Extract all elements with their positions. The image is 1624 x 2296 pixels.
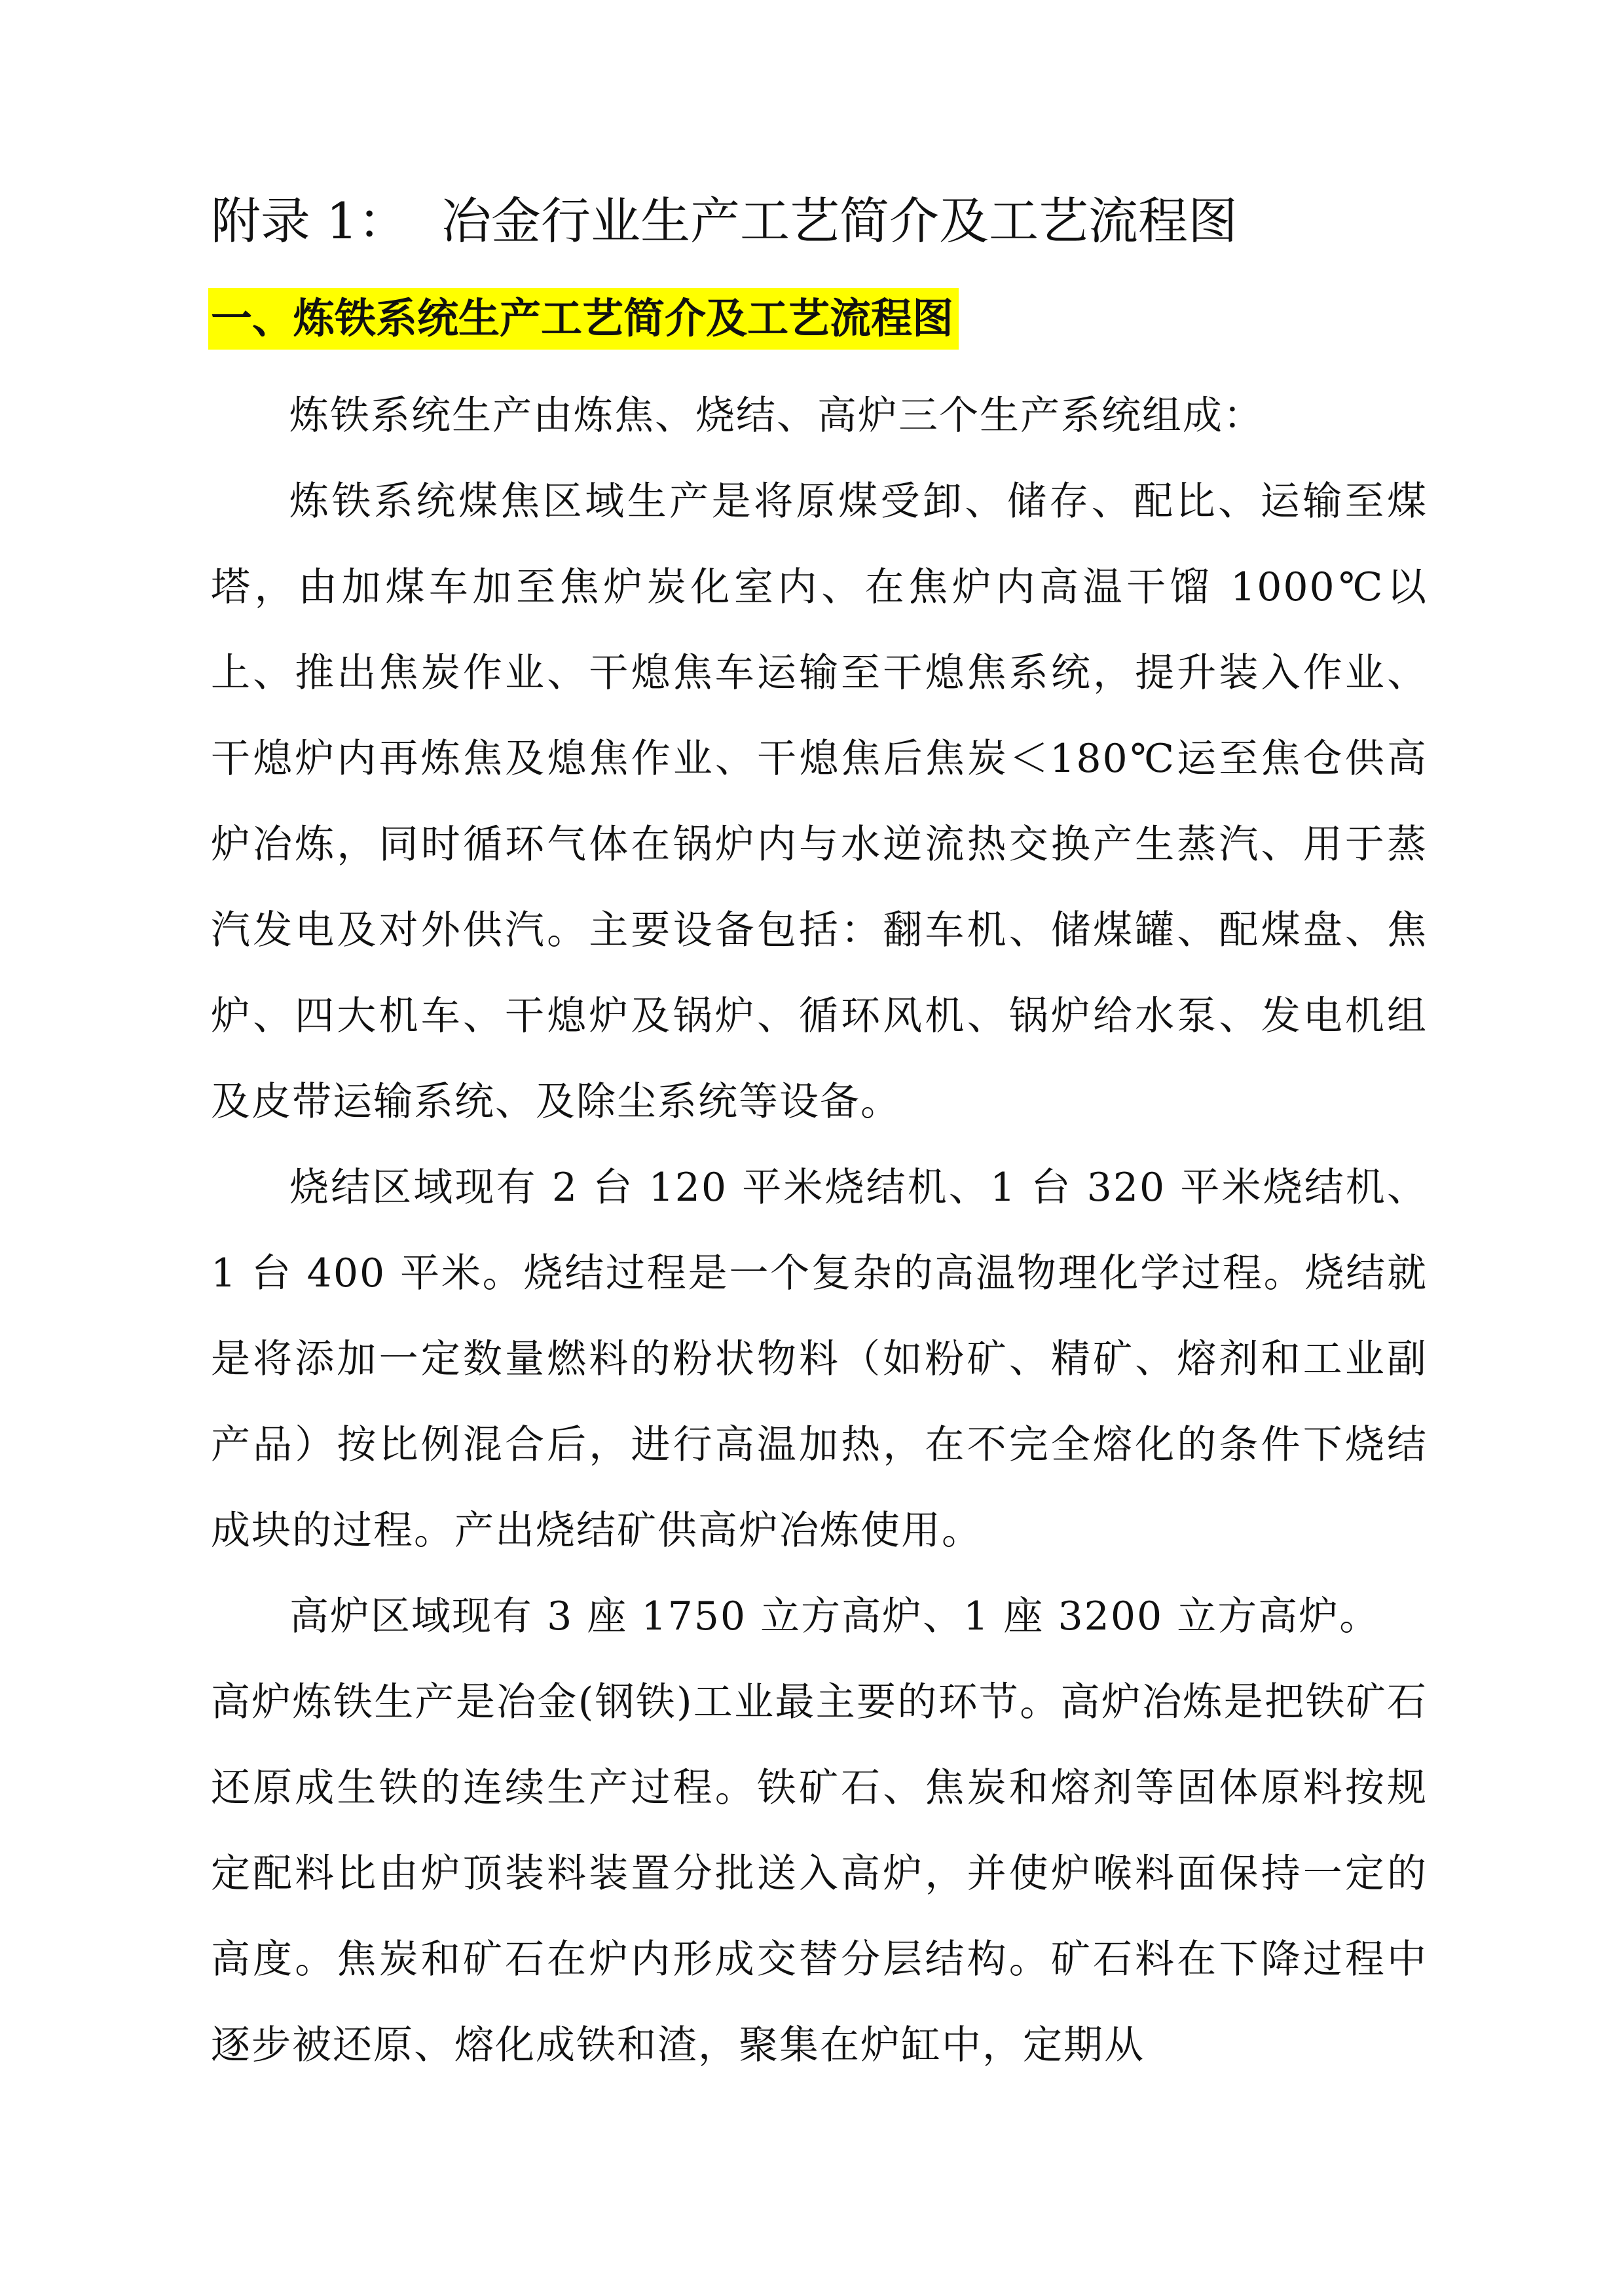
document-title — [211, 189, 1238, 254]
appendix-title: 冶金行业生产工艺简介及工艺流程图 — [441, 192, 1238, 250]
paragraph-sintering: 烧结区域现有 2 台 120 平米烧结机、1 台 320 平米烧结机、1 台 400 平米。烧结过程是一个复杂的高温物理化学过程。烧结就是将添加一定数量燃料的粉状物料（如粉矿、精矿、熔剂和工业副产品）按比例混合后，进行高温加热，在不完全熔化的条件下烧结成块的过程。产出烧结矿供高炉冶炼使用。 — [211, 1165, 1428, 1554]
body-text — [211, 373, 1428, 2088]
paragraph-intro: 炼铁系统生产由炼焦、烧结、高炉三个生产系统组成： — [289, 393, 1264, 439]
paragraph-coking: 炼铁系统煤焦区域生产是将原煤受卸、储存、配比、运输至煤塔，由加煤车加至焦炉炭化室内、在焦炉内高温干馏 1000℃以上、推出焦炭作业、干熄焦车运输至干熄焦系统，提升装入作业、干熄炉内再炼焦及熄焦作业、干熄焦后焦炭＜180℃运至焦仓供高炉冶炼，同时循环气体在锅炉内与水逆流热交换产生蒸汽、用于蒸汽发电及对外供汽。主要设备包括：翻车机、储煤罐、配煤盘、焦炉、四大机车、干熄炉及锅炉、循环风机、锅炉给水泵、发电机组及皮带运输系统、及除尘系统等设备。 — [211, 479, 1428, 1125]
paragraph-blast-furnace-process: 高炉炼铁生产是冶金(钢铁)工业最主要的环节。高炉冶炼是把铁矿石还原成生铁的连续生产过程。铁矿石、焦炭和熔剂等固体原料按规定配料比由炉顶装料装置分批送入高炉，并使炉喉料面保持一定的高度。焦炭和矿石在炉内形成交替分层结构。矿石料在下降过程中逐步被还原、熔化成铁和渣，聚集在炉缸中，定期从 — [211, 1679, 1428, 2068]
section-heading-highlighted: 一、炼铁系统生产工艺简介及工艺流程图 — [208, 288, 959, 350]
paragraph-blast-furnace-capacity: 高炉区域现有 3 座 1750 立方高炉、1 座 3200 立方高炉。 — [289, 1594, 1380, 1639]
appendix-label: 附录 1： — [211, 192, 408, 250]
